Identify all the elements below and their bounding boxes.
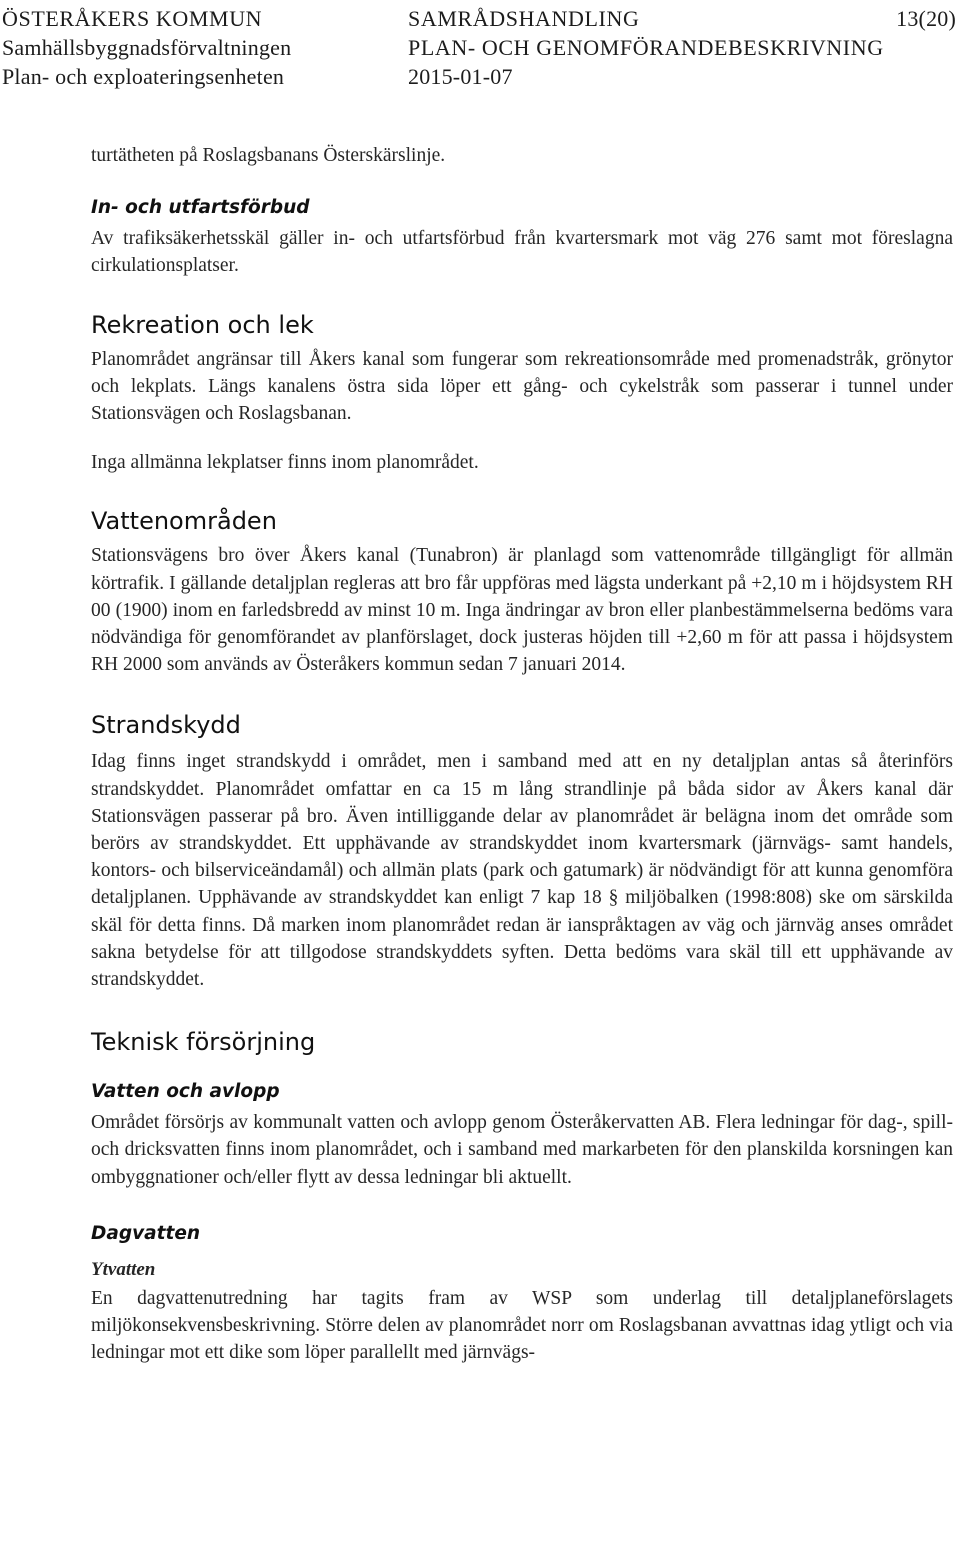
paragraph-vatten-och-avlopp: Området försörjs av kommunalt vatten och avlopp genom Österåkervatten AB. Flera ledningar för dag-, spill- och dricksvatten finns inom planområdet, och i samband med markarbeten för den planskilda korsningen kan ombyggnationer och/eller flytt av dessa ledningar bli aktuellt. (91, 1112, 953, 1188)
subheading-in-utfartsforbud: In- och utfartsförbud (91, 197, 310, 219)
document-title: PLAN- OCH GENOMFÖRANDEBESKRIVNING (408, 35, 884, 60)
subheading-vatten-och-avlopp: Vatten och avlopp (91, 1081, 280, 1103)
heading-rekreation-och-lek: Rekreation och lek (91, 310, 314, 339)
document-body (91, 142, 953, 1366)
subheading-dagvatten: Dagvatten (91, 1222, 201, 1244)
paragraph-ytvatten: En dagvattenutredning har tagits fram av WSP som underlag till detaljplaneförslagets miljökonsekvensbeskrivning. Större delen av planområdet norr om Roslagsbanan avvattnas idag ytligt och via ledningar mot ett dike som löper parallellt med järnvägs- (91, 1287, 953, 1364)
unit-name: Plan- och exploateringsenheten (2, 64, 285, 89)
page-header (0, 4, 960, 90)
subheading-ytvatten: Ytvatten (91, 1258, 156, 1280)
paragraph-rekreation-2: Inga allmänna lekplatser finns inom planområdet. (91, 452, 479, 474)
page-number: 13(20) (896, 6, 956, 31)
continued-paragraph: turtätheten på Roslagsbanans Österskärslinje. (91, 145, 446, 166)
department-name: Samhällsbyggnadsförvaltningen (2, 35, 292, 60)
document-type: SAMRÅDSHANDLING (408, 6, 640, 31)
paragraph-vattenomraden: Stationsvägens bro över Åkers kanal (Tunabron) är planlagd som vattenområde tillgängligt för allmän körtrafik. I gällande detaljplan regleras att bro får uppföras med lägsta underkant på +2,10 m i höjdsystem RH 00 (1900) inom en farledsbredd av minst 10 m. Inga ändringar av bron eller planbestämmelserna bedöms vara nödvändiga för genomförandet av planförslaget, dock justeras höjden till +2,60 m för att passa i höjdsystem RH 2000 som används av Österåkers kommun sedan 7 januari 2014. (91, 545, 953, 676)
header-document-block (408, 4, 928, 91)
paragraph-in-utfartsforbud: Av trafiksäkerhetsskäl gäller in- och utfartsförbud från kvartersmark mot väg 276 samt mot föreslagna cirkulationsplatser. (91, 228, 953, 277)
paragraph-rekreation-1: Planområdet angränsar till Åkers kanal som fungerar som rekreationsområde med promenadstråk, grönytor och lekplats. Längs kanalens östra sida löper ett gång- och cykelstråk som passerar i tunnel under Stationsvägen och Roslagsbanan. (91, 348, 953, 425)
heading-vattenomraden: Vattenområden (91, 507, 277, 536)
paragraph-strandskydd: Idag finns inget strandskydd i området, men i samband med att en ny detaljplan antas så återinförs strandskyddet. Planområdet omfattar en ca 15 m lång strandlinje på båda sidor av Åkers kanal där Stationsvägen passerar på bro. Även intilliggande delar av planområdet är belägna inom det område som berörs av strandskyddet. Ett upphävande av strandskyddet inom kvartersmark (järnvägs- samt handels, kontors- och bilserviceändamål) och allmän plats (park och gatumark) är nödvändigt för att kunna genomföra detaljplanen. Upphävande av strandskyddet kan enligt 7 kap 18 § miljöbalken (1998:808) ske om särskilda skäl för detta finns. Då marken inom planområdet redan är ianspråktagen av väg och järnväg anses området sakna betydelse för att tillgodose strandskyddets syften. Detta bedöms vara skäl till ett upphävande av strandskyddet. (91, 751, 953, 991)
heading-strandskydd: Strandskydd (91, 711, 241, 740)
header-organization-block (2, 4, 392, 91)
heading-teknisk-forsorjning: Teknisk försörjning (91, 1028, 316, 1057)
municipality-name: ÖSTERÅKERS KOMMUN (2, 6, 263, 31)
document-date: 2015-01-07 (408, 64, 513, 89)
